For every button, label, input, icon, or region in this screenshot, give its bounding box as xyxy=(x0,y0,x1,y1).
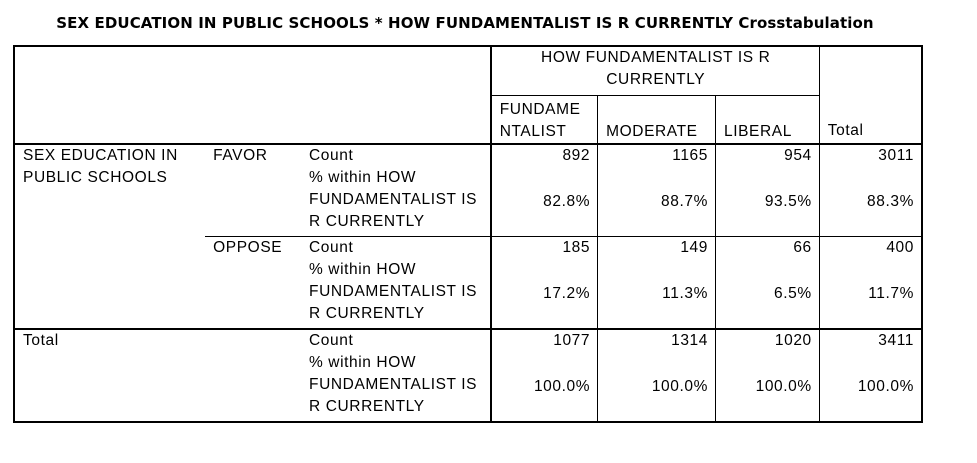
total-col-header-cell xyxy=(819,46,922,144)
cell-count: 1165 xyxy=(598,144,716,167)
cell-pct: 11.3% xyxy=(598,259,716,329)
cell-pct: 17.2% xyxy=(491,259,598,329)
cell-pct-total: 100.0% xyxy=(819,352,922,422)
cell-pct-total: 11.7% xyxy=(819,259,922,329)
cell-pct-total: 88.3% xyxy=(819,167,922,237)
cell-pct: 93.5% xyxy=(715,167,819,237)
count-label: Count xyxy=(301,237,491,260)
corner-cell xyxy=(14,46,491,144)
category-favor: FAVOR xyxy=(205,144,301,237)
column-header-moderate: MODERATE xyxy=(598,96,716,145)
cell-count: 149 xyxy=(598,237,716,260)
cell-pct: 88.7% xyxy=(598,167,716,237)
total-row-label: Total xyxy=(14,329,301,422)
cell-pct: 100.0% xyxy=(715,352,819,422)
cell-count: 66 xyxy=(715,237,819,260)
cell-pct: 100.0% xyxy=(491,352,598,422)
column-header-fundamentalist: FUNDAME NTALIST xyxy=(491,96,598,145)
table-title: SEX EDUCATION IN PUBLIC SCHOOLS * HOW FUNDAMENTALIST IS R CURRENTLY Crosstabulation xyxy=(56,14,874,32)
cell-count-total: 400 xyxy=(819,237,922,260)
pct-label: % within HOW FUNDAMENTALIST IS R CURRENTLY xyxy=(309,169,478,230)
category-oppose: OPPOSE xyxy=(205,237,301,330)
cell-count-total: 3411 xyxy=(819,329,922,352)
count-label: Count xyxy=(301,329,491,352)
crosstab-table xyxy=(13,45,923,423)
cell-count: 892 xyxy=(491,144,598,167)
cell-count: 1314 xyxy=(598,329,716,352)
cell-count: 185 xyxy=(491,237,598,260)
cell-pct: 100.0% xyxy=(598,352,716,422)
count-label: Count xyxy=(301,144,491,167)
row-variable-label: SEX EDUCATION IN PUBLIC SCHOOLS xyxy=(14,144,205,329)
column-group-header: HOW FUNDAMENTALIST IS R CURRENTLY xyxy=(491,46,820,96)
total-column-header: Total xyxy=(827,122,864,139)
cell-pct: 6.5% xyxy=(715,259,819,329)
pct-label: % within HOW FUNDAMENTALIST IS R CURRENTLY xyxy=(309,261,478,322)
column-header-liberal: LIBERAL xyxy=(715,96,819,145)
cell-count: 1020 xyxy=(715,329,819,352)
cell-count-total: 3011 xyxy=(819,144,922,167)
cell-count: 1077 xyxy=(491,329,598,352)
pct-label: % within HOW FUNDAMENTALIST IS R CURRENTLY xyxy=(301,352,491,422)
cell-pct: 82.8% xyxy=(491,167,598,237)
cell-count: 954 xyxy=(715,144,819,167)
